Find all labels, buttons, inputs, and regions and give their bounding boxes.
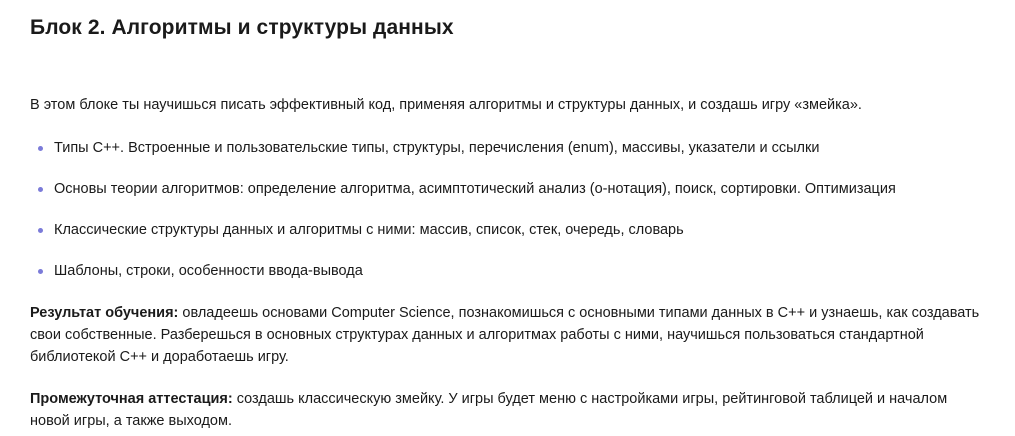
list-item: [30, 220, 985, 240]
intro-paragraph: В этом блоке ты научишься писать эффективный код, применяя алгоритмы и структуры данных, и создашь игру «змейка».: [30, 97, 862, 113]
page-title: Блок 2. Алгоритмы и структуры данных: [30, 16, 454, 39]
result-label: Результат обучения:: [30, 305, 179, 321]
assessment-paragraph: [30, 388, 985, 432]
list-item-text: Основы теории алгоритмов: определение алгоритма, асимптотический анализ (o-нотация), поиск, сортировки. Оптимизация: [54, 181, 896, 197]
list-item: [30, 261, 985, 281]
list-item-text: Типы C++. Встроенные и пользовательские типы, структуры, перечисления (enum), массивы, указатели и ссылки: [54, 140, 820, 156]
list-item-text: Шаблоны, строки, особенности ввода-вывода: [54, 263, 363, 279]
assessment-label: Промежуточная аттестация:: [30, 391, 233, 407]
result-text: овладеешь основами Computer Science, познакомишься с основными типами данных в C++ и узнаешь, как создавать свои собственные. Разберешься в основных структурах данных и алгоритмах работы с ними, научишься пользоваться стандартной библиотекой C++ и доработаешь игру.: [30, 305, 980, 365]
list-item: [30, 138, 985, 158]
list-item-text: Классические структуры данных и алгоритмы с ними: массив, список, стек, очередь, словарь: [54, 222, 684, 238]
list-item: [30, 179, 985, 199]
assessment-text: создашь классическую змейку. У игры будет меню с настройками игры, рейтинговой таблицей и началом новой игры, а также выходом.: [30, 391, 948, 429]
topic-list: [30, 138, 985, 281]
result-paragraph: [30, 302, 985, 368]
